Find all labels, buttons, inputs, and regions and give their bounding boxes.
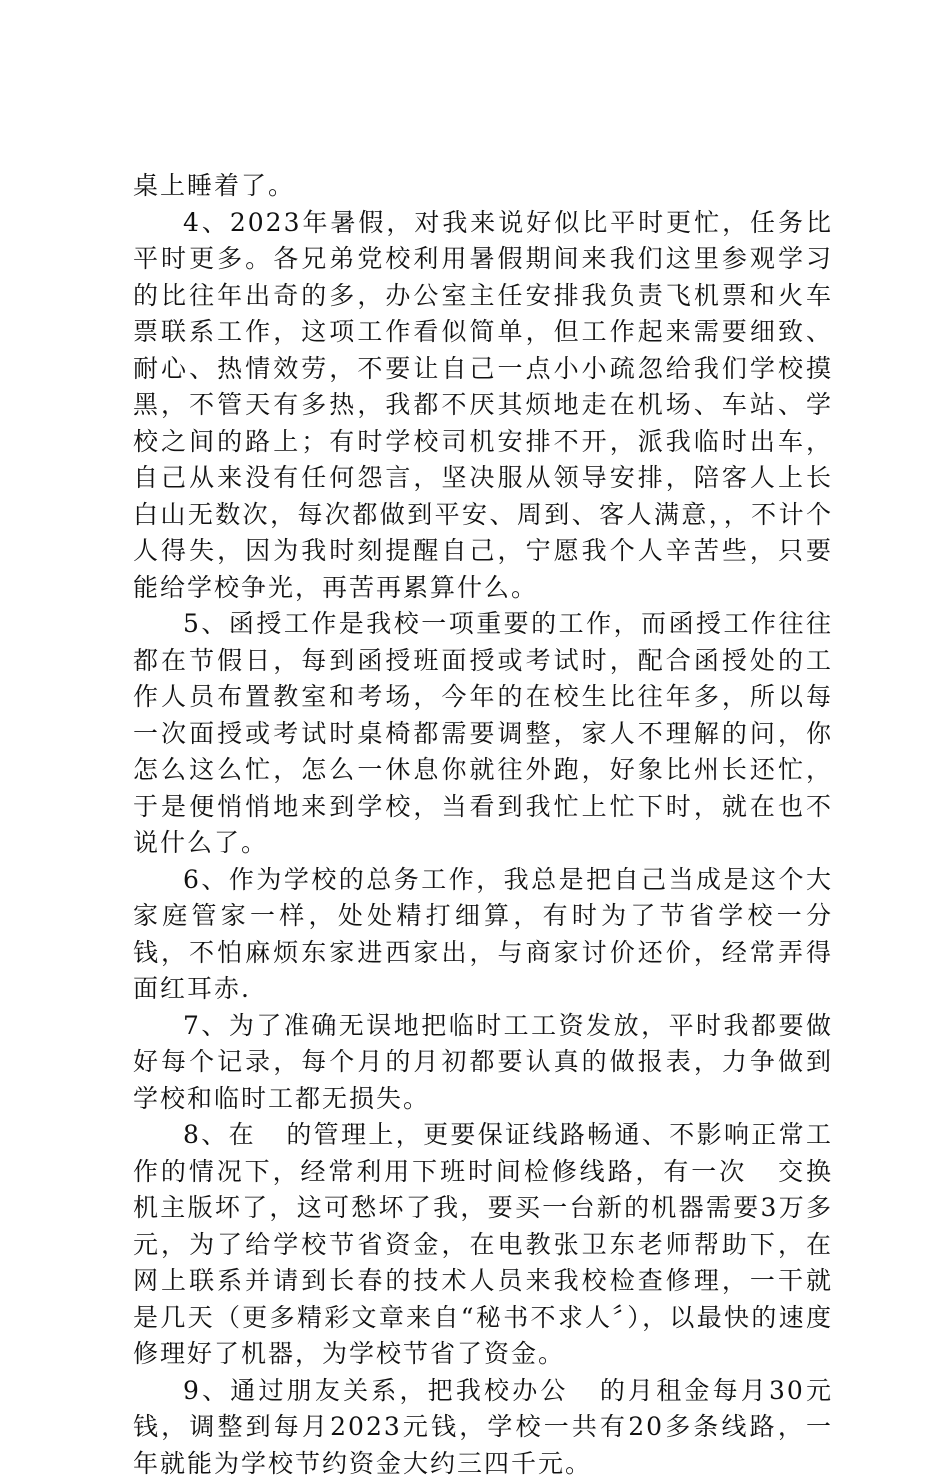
paragraph-item-7: 7、为了准确无误地把临时工工资发放，平时我都要做好每个记录，每个月的月初都要认真的做报表，力争做到学校和临时工都无损失。 [133,1008,833,1118]
paragraph-continuation: 桌上睡着了。 [133,168,833,205]
paragraph-item-8-part-a: 8、在 [183,1120,256,1149]
paragraph-item-8-part-b: 的管理上，更要保证线路畅通、不影响正常工作的情况下，经常利用下班时间检修线路，有一次 [133,1120,833,1186]
paragraph-item-9-part-b: 的月租金每月30元钱，调整到每月2023元钱，学校一共有20多条线路，一年就能为学校节约资金大约三四千元。 [133,1376,833,1478]
paragraph-item-5: 5、函授工作是我校一项重要的工作，而函授工作往往都在节假日，每到函授班面授或考试时，配合函授处的工作人员布置教室和考场，今年的在校生比往年多，所以每一次面授或考试时桌椅都需要调整，家人不理解的问，你怎么这么忙，怎么一休息你就往外跑，好象比州长还忙，于是便悄悄地来到学校，当看到我忙上忙下时，就在也不说什么了。 [133,606,833,862]
paragraph-item-8-part-c: 交换机主版坏了，这可愁坏了我，要买一台新的机器需要3万多元，为了给学校节省资金，在电教张卫东老师帮助下，在网上联系并请到长春的技术人员来我校检查修理，一干就是几天（更多精彩文章来自“秘书不求人〞），以最快的速度修理好了机器，为学校节省了资金。 [133,1157,833,1369]
paragraph-item-9 [133,1373,833,1482]
paragraph-item-4: 4、2023年暑假，对我来说好似比平时更忙，任务比平时更多。各兄弟党校利用暑假期间来我们这里参观学习的比往年出奇的多，办公室主任安排我负责飞机票和火车票联系工作，这项工作看似简单，但工作起来需要细致、耐心、热情效劳，不要让自己一点小小疏忽给我们学校摸黑，不管天有多热，我都不厌其烦地走在机场、车站、学校之间的路上；有时学校司机安排不开，派我临时出车，自己从来没有任何怨言，坚决服从领导安排，陪客人上长白山无数次，每次都做到平安、周到、客人满意，，不计个人得失，因为我时刻提醒自己，宁愿我个人辛苦些，只要能给学校争光，再苦再累算什么。 [133,205,833,607]
document-body [133,168,833,1482]
paragraph-item-8 [133,1117,833,1373]
paragraph-item-6: 6、作为学校的总务工作，我总是把自己当成是这个大家庭管家一样，处处精打细算，有时为了节省学校一分钱，不怕麻烦东家进西家出，与商家讨价还价，经常弄得面红耳赤. [133,862,833,1008]
paragraph-item-9-part-a: 9、通过朋友关系，把我校办公 [183,1376,569,1405]
